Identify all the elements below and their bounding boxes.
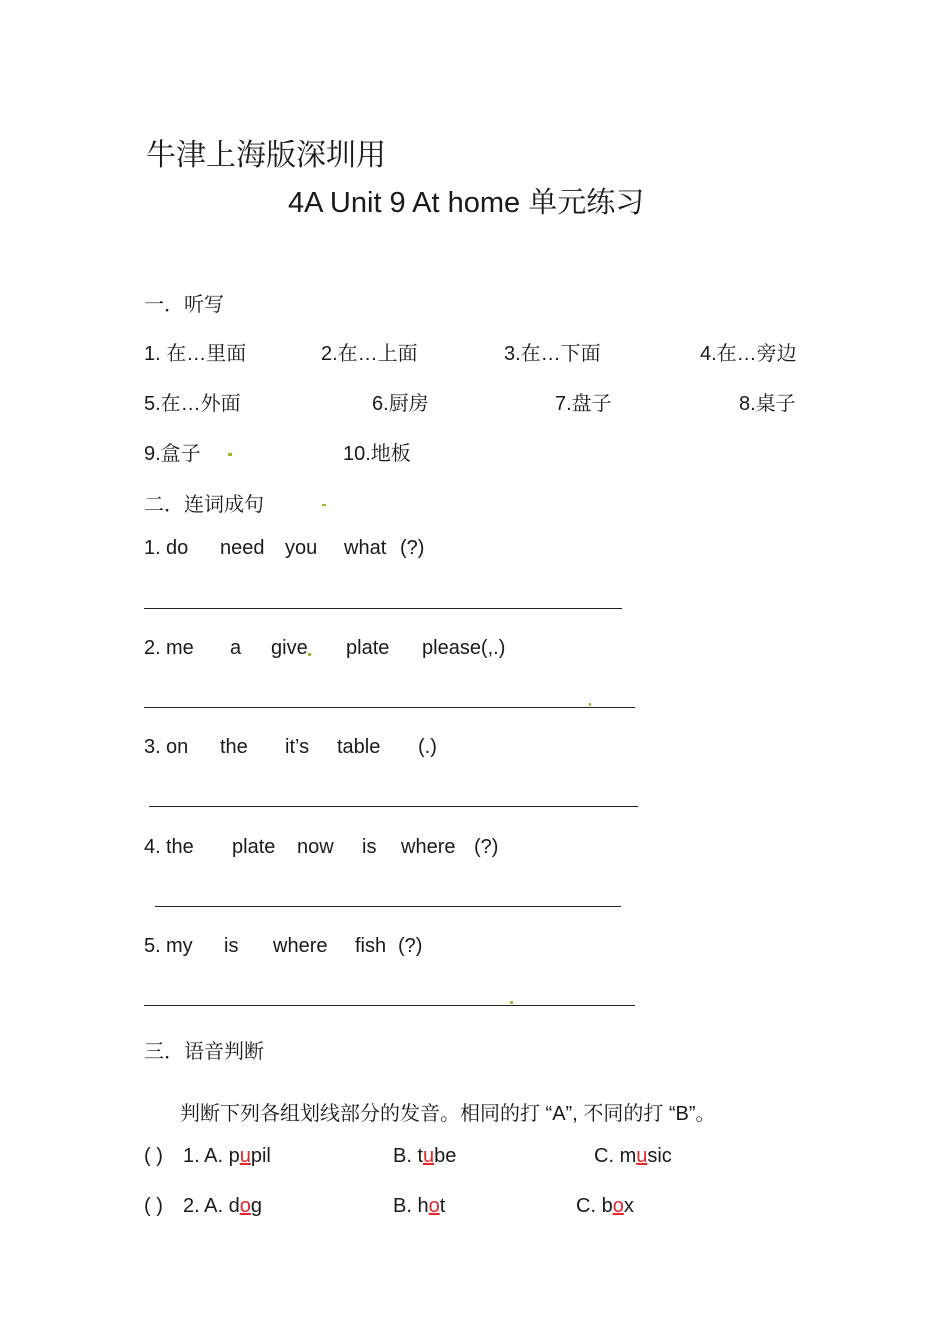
phonics-option-c: [576, 1195, 634, 1218]
option-label: C.: [576, 1195, 602, 1217]
word: my: [166, 935, 193, 957]
highlighted-letter: u: [423, 1145, 435, 1167]
highlighted-letter: u: [636, 1145, 648, 1167]
dictation-item: 6.厨房: [372, 393, 429, 415]
highlighted-letter: o: [239, 1195, 251, 1217]
phonics-option-b: [393, 1195, 445, 1218]
instruction-text: 判断下列各组划线部分的发音。相同的打 “A”, 不同的打 “B”。: [180, 1103, 716, 1125]
stray-mark: [322, 504, 326, 506]
page-subtitle: 4A Unit 9 At home 单元练习: [288, 187, 645, 219]
word-suffix: t: [439, 1195, 446, 1217]
word: please(,.): [422, 637, 506, 659]
answer-line[interactable]: [149, 806, 638, 807]
phonics-question-1: [183, 1145, 271, 1168]
word-prefix: d: [228, 1195, 240, 1217]
word-suffix: x: [623, 1195, 634, 1217]
dictation-item: 7.盘子: [555, 393, 612, 415]
word-prefix: p: [228, 1145, 240, 1167]
word-suffix: pil: [250, 1145, 271, 1167]
word-suffix: sic: [647, 1145, 672, 1167]
section2-heading: 二．连词成句: [144, 494, 264, 516]
word: need: [220, 537, 265, 559]
dictation-item: 2.在…上面: [321, 343, 418, 365]
dictation-item: 4.在…旁边: [700, 343, 797, 365]
word-prefix: b: [601, 1195, 613, 1217]
question-number: 2.: [144, 637, 161, 659]
word: where: [401, 836, 456, 858]
word: (?): [400, 537, 425, 559]
question-number: 4.: [144, 836, 161, 858]
word: it’s: [285, 736, 310, 758]
dictation-item: 9.盒子: [144, 443, 201, 465]
word: table: [337, 736, 381, 758]
option-label: B.: [393, 1195, 418, 1217]
word: (.): [418, 736, 437, 758]
word: what: [344, 537, 387, 559]
word-prefix: m: [619, 1145, 637, 1167]
highlighted-letter: o: [612, 1195, 624, 1217]
word: is: [224, 935, 239, 957]
word: (?): [474, 836, 499, 858]
word: where: [273, 935, 328, 957]
highlighted-letter: u: [239, 1145, 251, 1167]
word-suffix: be: [434, 1145, 457, 1167]
section1-heading: 一．听写: [144, 294, 224, 316]
answer-bracket[interactable]: ( ): [144, 1195, 163, 1217]
word: fish: [355, 935, 387, 957]
word: plate: [346, 637, 390, 659]
dictation-item: 1. 在…里面: [144, 343, 247, 365]
dictation-item: 10.地板: [343, 443, 411, 465]
option-label: B.: [393, 1145, 418, 1167]
question-number: 1.: [144, 537, 161, 559]
question-number: 2. A.: [183, 1195, 229, 1217]
phonics-question-2: [183, 1195, 262, 1218]
question-number: 1. A.: [183, 1145, 229, 1167]
dictation-item: 5.在…外面: [144, 393, 241, 415]
answer-bracket[interactable]: ( ): [144, 1145, 163, 1167]
word: on: [166, 736, 189, 758]
section3-heading: 三．语音判断: [144, 1041, 264, 1063]
word-prefix: h: [417, 1195, 429, 1217]
word: me: [166, 637, 194, 659]
phonics-option-b: [393, 1145, 456, 1168]
page-title: 牛津上海版深圳用: [146, 138, 386, 173]
answer-line[interactable]: [155, 906, 621, 907]
dictation-item: 3.在…下面: [504, 343, 601, 365]
answer-line[interactable]: [144, 608, 622, 609]
word: the: [166, 836, 194, 858]
stray-mark: [228, 453, 232, 456]
word-suffix: g: [250, 1195, 262, 1217]
word: give: [271, 637, 308, 659]
stray-mark: [308, 653, 311, 656]
question-number: 5.: [144, 935, 161, 957]
dictation-item: 8.桌子: [739, 393, 796, 415]
word: a: [230, 637, 242, 659]
word: do: [166, 537, 189, 559]
question-number: 3.: [144, 736, 161, 758]
word: you: [285, 537, 318, 559]
stray-mark: [589, 703, 591, 706]
phonics-option-c: [594, 1145, 672, 1168]
word: (?): [398, 935, 423, 957]
word: the: [220, 736, 248, 758]
answer-line[interactable]: [144, 707, 635, 708]
word: plate: [232, 836, 276, 858]
highlighted-letter: o: [428, 1195, 440, 1217]
answer-line[interactable]: [144, 1005, 635, 1006]
word-prefix: t: [417, 1145, 424, 1167]
word: now: [297, 836, 334, 858]
word: is: [362, 836, 377, 858]
stray-mark: [510, 1001, 513, 1004]
option-label: C.: [594, 1145, 620, 1167]
